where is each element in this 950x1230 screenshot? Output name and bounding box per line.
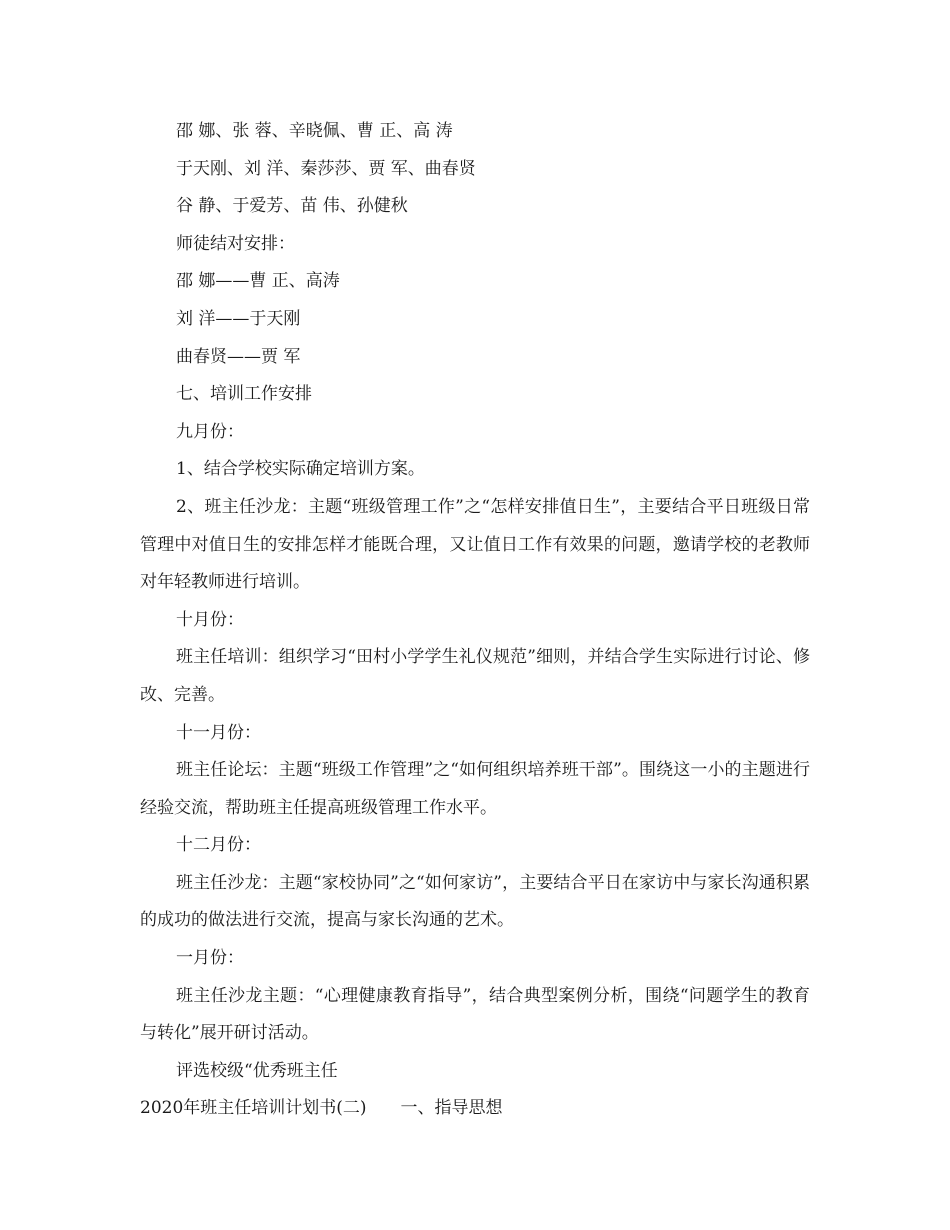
month-october: 十月份： (176, 609, 244, 630)
month-november: 十一月份： (176, 722, 261, 743)
mentor-pair-2: 刘 洋——于天刚 (176, 308, 301, 329)
september-item-1: 1、结合学校实际确定培训方案。 (176, 459, 425, 480)
october-item: 班主任培训：组织学习“田村小学学生礼仪规范”细则，并结合学生实际进行讨论、修改、完善。 (140, 647, 810, 705)
teacher-list-line-2: 于天刚、刘 洋、秦莎莎、贾 军、曲春贤 (176, 158, 476, 179)
november-item: 班主任论坛：主题“班级工作管理”之“如何组织培养班干部”。围绕这一小的主题进行经验交流，帮助班主任提高班级管理工作水平。 (140, 760, 810, 818)
mentor-pair-1: 邵 娜——曹 正、高涛 (176, 271, 340, 292)
award-selection-line: 评选校级“优秀班主任 (176, 1060, 338, 1081)
mentor-pairing-heading: 师徒结对安排： (176, 233, 295, 254)
december-item: 班主任沙龙：主题“家校协同”之“如何家访”，主要结合平日在家访中与家长沟通积累的成功的做法进行交流，提高与家长沟通的艺术。 (140, 872, 810, 931)
mentor-pair-3: 曲春贤——贾 军 (176, 346, 301, 367)
month-january: 一月份： (176, 948, 244, 969)
month-september: 九月份： (176, 421, 244, 442)
next-document-title: 2020年班主任培训计划书(二) 一、指导思想 (140, 1098, 503, 1119)
teacher-list-line-1: 邵 娜、张 蓉、辛晓佩、曹 正、高 涛 (176, 121, 453, 141)
january-item: 班主任沙龙主题：“心理健康教育指导”，结合典型案例分析，围绕“问题学生的教育与转化”展开研讨活动。 (140, 985, 810, 1044)
month-december: 十二月份： (176, 835, 261, 856)
document-body (140, 113, 810, 1128)
teacher-list-line-3: 谷 静、于爱芳、苗 伟、孙健秋 (176, 196, 408, 217)
september-item-2: 2、班主任沙龙：主题“班级管理工作”之“怎样安排值日生”，主要结合平日班级日常管理中对值日生的安排怎样才能既合理，又让值日工作有效果的问题，邀请学校的老教师对年轻教师进行培训。 (140, 496, 810, 593)
section-heading-training: 七、培训工作安排 (176, 384, 312, 405)
